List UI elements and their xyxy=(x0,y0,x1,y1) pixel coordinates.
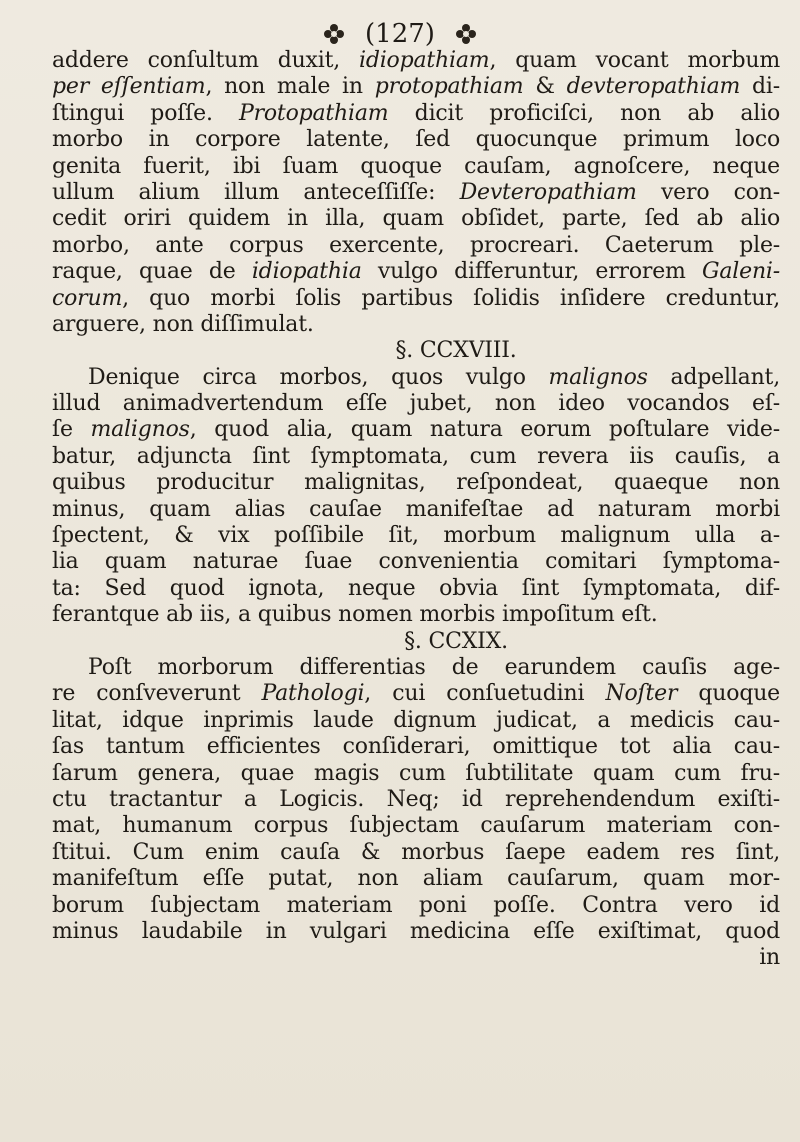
body-text xyxy=(52,48,780,972)
text-run: ſpectent, & vix poſſibile ſit, morbum malignum ulla a- xyxy=(52,523,780,549)
text-run: borum ſubjectam materiam poni poſſe. Contra vero id xyxy=(52,892,780,918)
text-line xyxy=(52,312,780,338)
text-line xyxy=(52,206,780,232)
text-line xyxy=(52,259,780,285)
text-run: dicit proficiſci, non ab alio xyxy=(388,100,781,126)
text-run: raque, quae de xyxy=(52,259,252,285)
italic-term: malignos xyxy=(548,364,648,390)
text-line xyxy=(52,576,780,602)
italic-term: Protopathiam xyxy=(238,100,389,126)
text-run: ſtitui. Cum enim cauſa & morbus ſaepe eadem res ſint, xyxy=(52,839,780,865)
text-run: re conſveverunt xyxy=(52,681,262,707)
text-run: ullum alium illum anteceſſiſſe: xyxy=(52,179,460,205)
text-line xyxy=(52,74,780,100)
text-line xyxy=(52,681,780,707)
italic-term: devteropathiam xyxy=(566,74,741,100)
page-number: (127) xyxy=(365,19,435,49)
text-line xyxy=(52,523,780,549)
italic-term: idiopathiam xyxy=(359,48,490,73)
text-run: lia quam naturae ſuae convenientia comitari ſymptoma- xyxy=(52,549,780,575)
italic-term: Devteropathiam xyxy=(459,179,637,205)
text-run: addere conſultum duxit, xyxy=(52,48,359,73)
text-line xyxy=(52,893,780,919)
section-heading xyxy=(52,338,780,364)
text-run: ta: Sed quod ignota, neque obvia ſint ſymptomata, dif- xyxy=(52,575,780,601)
text-line xyxy=(52,549,780,575)
text-line xyxy=(52,470,780,496)
text-run: , cui conſuetudini xyxy=(364,681,606,707)
text-run: manifeſtum eſſe putat, non aliam cauſarum, quam mor- xyxy=(52,866,780,892)
text-run: illud animadvertendum eſſe jubet, non ideo vocandos eſ- xyxy=(52,391,780,417)
italic-term: protopathiam xyxy=(374,74,524,100)
text-run: minus, quam alias cauſae manifeſtae ad naturam morbi xyxy=(52,496,780,522)
text-run: §. CCXVIII. xyxy=(395,338,517,364)
text-run: minus laudabile in vulgari medicina eſſe exiſtimat, quod xyxy=(52,918,780,944)
flower-ornament-icon xyxy=(321,21,347,47)
text-line xyxy=(52,48,780,74)
text-run: §. CCXIX. xyxy=(404,628,508,654)
text-run: ſtingui poſſe. xyxy=(52,100,239,126)
text-run: arguere, non diſſimulat. xyxy=(52,311,314,337)
text-line xyxy=(52,391,780,417)
text-run: batur, adjuncta ſint ſymptomata, cum revera iis cauſis, a xyxy=(52,443,780,469)
text-line xyxy=(52,180,780,206)
text-line xyxy=(52,708,780,734)
text-run: & xyxy=(523,74,567,100)
text-run: , non male in xyxy=(205,74,375,100)
flower-ornament-icon xyxy=(453,21,479,47)
text-run: genita fuerit, ibi ſuam quoque cauſam, agnoſcere, neque xyxy=(52,153,780,179)
text-run: Poſt morborum differentias de earundem cauſis age- xyxy=(88,654,780,680)
italic-term: Noſter xyxy=(605,681,678,707)
italic-term: Galeni- xyxy=(702,259,780,285)
text-run: adpellant, xyxy=(647,364,780,390)
text-line xyxy=(52,866,780,892)
text-run: morbo in corpore latente, ſed quocunque primum loco xyxy=(52,127,780,153)
text-line xyxy=(52,813,780,839)
text-line xyxy=(52,365,780,391)
text-line xyxy=(52,919,780,945)
text-line xyxy=(52,154,780,180)
text-run: quibus producitur malignitas, reſpondeat, quaeque non xyxy=(52,470,780,496)
text-line xyxy=(52,497,780,523)
text-line xyxy=(52,840,780,866)
text-line xyxy=(52,945,780,971)
text-run: cedit oriri quidem in illa, quam obſidet, parte, ſed ab alio xyxy=(52,206,780,232)
text-run: quoque xyxy=(677,681,780,707)
text-run: vero con- xyxy=(636,179,780,205)
text-run: ſarum genera, quae magis cum ſubtilitate quam cum fru- xyxy=(52,760,780,786)
text-run: Denique circa morbos, quos vulgo xyxy=(88,364,549,390)
text-run: mat, humanum corpus ſubjectam cauſarum materiam con- xyxy=(52,813,780,839)
text-run: ferantque ab iis, a quibus nomen morbis impoſitum eſt. xyxy=(52,602,658,628)
text-line xyxy=(52,655,780,681)
text-run: ctu tractantur a Logicis. Neq; id reprehendendum exiſti- xyxy=(52,786,780,812)
text-line xyxy=(52,734,780,760)
text-run: litat, idque inprimis laude dignum judicat, a medicis cau- xyxy=(52,707,780,733)
text-line xyxy=(52,286,780,312)
text-line xyxy=(52,101,780,127)
text-line xyxy=(52,233,780,259)
text-run: vulgo differuntur, errorem xyxy=(361,259,702,285)
text-line xyxy=(52,761,780,787)
text-line xyxy=(52,127,780,153)
text-run: , quam vocant morbum xyxy=(489,48,780,73)
text-run: ſe xyxy=(52,417,91,443)
italic-term: per eſſentiam xyxy=(52,74,206,100)
italic-term: corum xyxy=(52,285,123,311)
italic-term: malignos xyxy=(90,417,190,443)
text-run: morbo, ante corpus exercente, procreari. Caeterum ple- xyxy=(52,232,780,258)
text-line xyxy=(52,787,780,813)
section-heading xyxy=(52,629,780,655)
text-line xyxy=(52,417,780,443)
text-run: in xyxy=(759,945,780,971)
text-run: , quo morbi ſolis partibus ſolidis inſidere creduntur, xyxy=(122,285,780,311)
text-line xyxy=(52,444,780,470)
italic-term: idiopathia xyxy=(251,259,362,285)
text-run: ſas tantum efficientes conſiderari, omittique tot alia cau- xyxy=(52,734,780,760)
text-line xyxy=(52,602,780,628)
text-run: di- xyxy=(740,74,780,100)
italic-term: Pathologi xyxy=(261,681,365,707)
text-run: , quod alia, quam natura eorum poſtulare vide- xyxy=(189,417,780,443)
